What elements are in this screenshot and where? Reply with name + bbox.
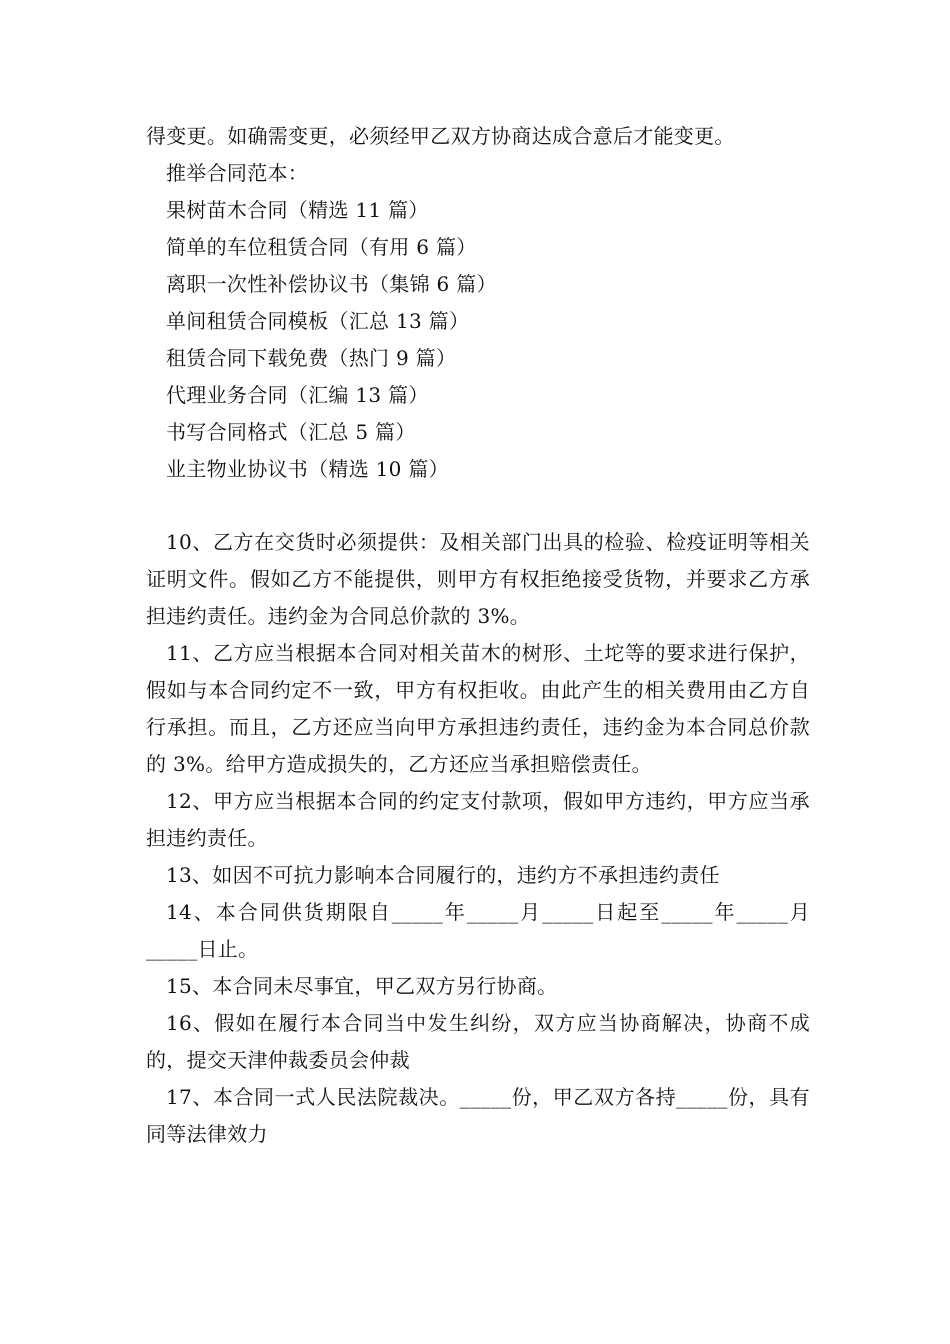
clause-12: 12、甲方应当根据本合同的约定支付款项，假如甲方违约，甲方应当承担违约责任。 (146, 789, 810, 850)
recommend-link-item[interactable]: 离职一次性补偿协议书（集锦 6 篇） (166, 272, 497, 296)
clause-16: 16、假如在履行本合同当中发生纠纷，双方应当协商解决，协商不成的，提交天津仲裁委员会仲裁 (146, 1011, 810, 1072)
section-spacer (146, 488, 810, 524)
recommend-link-item[interactable]: 代理业务合同（汇编 13 篇） (166, 383, 429, 407)
recommend-link-item[interactable]: 租赁合同下载免费（热门 9 篇） (166, 346, 457, 370)
clause-10: 10、乙方在交货时必须提供：及相关部门出具的检验、检疫证明等相关证明文件。假如乙方不能提供，则甲方有权拒绝接受货物，并要求乙方承担违约责任。违约金为合同总价款的 3%。 (146, 530, 810, 628)
clause-13: 13、如因不可抗力影响本合同履行的，违约方不承担违约责任 (166, 863, 720, 887)
clause-17: 17、本合同一式人民法院裁决。_____份，甲乙双方各持_____份，具有同等法律效力 (146, 1085, 810, 1146)
clause-14: 14、本合同供货期限自_____年_____月_____日起至_____年_____月_____日止。 (146, 900, 810, 961)
clause-11: 11、乙方应当根据本合同对相关苗木的树形、土坨等的要求进行保护，假如与本合同约定不一致，甲方有权拒收。由此产生的相关费用由乙方自行承担。而且，乙方还应当向甲方承担违约责任，违约金为本合同总价款的 3%。给甲方造成损失的，乙方还应当承担赔偿责任。 (146, 641, 810, 776)
recommend-link-item[interactable]: 简单的车位租赁合同（有用 6 篇） (166, 235, 477, 259)
clause-15: 15、本合同未尽事宜，甲乙双方另行协商。 (166, 974, 558, 998)
document-body (146, 118, 810, 1153)
recommend-list (146, 192, 810, 488)
opening-line: 得变更。如确需变更，必须经甲乙双方协商达成合意后才能变更。 (146, 124, 735, 148)
recommend-heading: 推举合同范本： (166, 161, 309, 185)
recommend-link-item[interactable]: 果树苗木合同（精选 11 篇） (166, 198, 429, 222)
recommend-link-item[interactable]: 业主物业协议书（精选 10 篇） (166, 457, 449, 481)
recommend-link-item[interactable]: 书写合同格式（汇总 5 篇） (166, 420, 416, 444)
recommend-link-item[interactable]: 单间租赁合同模板（汇总 13 篇） (166, 309, 470, 333)
